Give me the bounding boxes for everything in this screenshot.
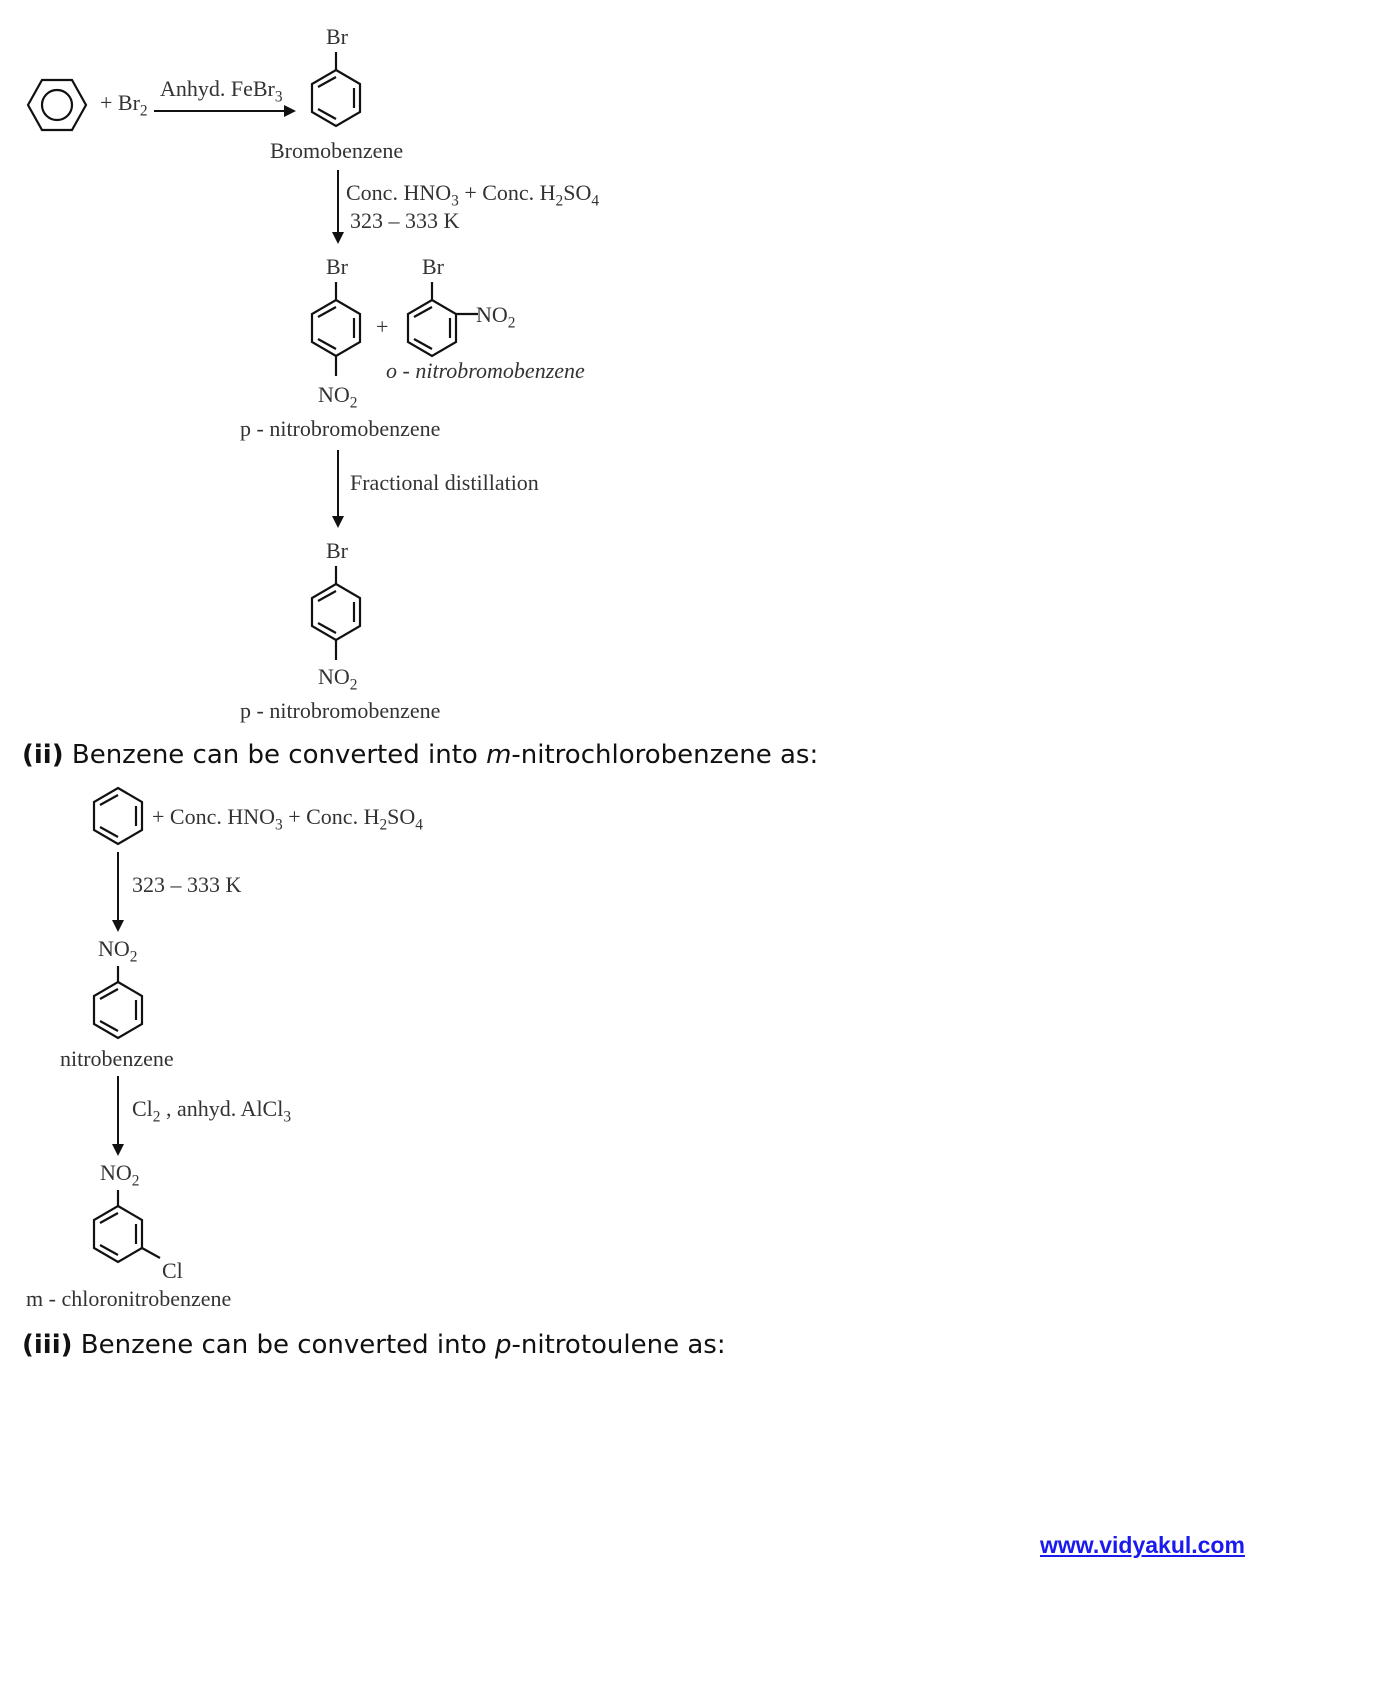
nitration-arrow [337,170,339,242]
benzene-structure [26,78,88,132]
o-nitrobromobenzene-name: o - nitrobromobenzene [386,358,585,383]
section-iii-heading: (iii) Benzene can be converted into p-nitrotoulene as: [22,1330,726,1360]
nitration-arrow-2 [117,852,119,930]
m-chloronitrobenzene-name: m - chloronitrobenzene [26,1286,232,1311]
plus-sign: + [376,314,389,339]
o-nitrobromobenzene-structure [404,282,484,358]
reagent-febr3: Anhyd. FeBr$_3$ [160,76,283,106]
distillation-arrow [337,450,339,526]
nitration-temperature-2: 323 – 333 K [132,872,242,897]
reaction-arrow-1 [154,110,294,112]
no2-final: $NO_2$ [318,664,358,694]
nitration-reagent: Conc. $HNO_3$ + Conc. $H_2SO_4$ [346,180,600,210]
website-link[interactable]: www.vidyakul.com [1040,1532,1245,1558]
m-chloronitrobenzene-structure [90,1190,170,1270]
chlorination-reagents: $Cl_2$ , anhyd. AlCl$_3$ [132,1096,292,1126]
nitration-temperature: 323 – 333 K [350,208,460,233]
br-label-final: Br [326,538,348,563]
section-ii-heading: (ii) Benzene can be converted into m-nitrochlorobenzene as: [22,740,819,770]
final-p-nitrobromobenzene-structure [308,566,364,662]
p-nitrobromobenzene-final-name: p - nitrobromobenzene [240,698,441,723]
p-nitrobromobenzene-name: p - nitrobromobenzene [240,416,441,441]
chlorination-arrow [117,1076,119,1154]
br-label-para: Br [326,254,348,279]
no2-nitrobenzene: $NO_2$ [98,936,138,966]
separation-method: Fractional distillation [350,470,539,495]
p-nitrobromobenzene-structure [308,282,364,378]
no2-ortho: $NO_2$ [476,302,516,332]
no2-para: $NO_2$ [318,382,358,412]
br-label-ortho: Br [422,254,444,279]
no2-m-chloronitrobenzene: $NO_2$ [100,1160,140,1190]
br-label: Br [326,24,348,49]
nitration-reagents-2: + Conc. $HNO_3$ + Conc. $H_2SO_4$ [152,804,423,834]
benzene-structure-2 [90,786,146,846]
nitrobenzene-name: nitrobenzene [60,1046,174,1071]
bromobenzene-name: Bromobenzene [270,138,404,163]
nitrobenzene-structure [90,966,146,1042]
bromobenzene-structure [308,52,364,132]
cl-label: Cl [162,1258,183,1283]
plus-br2: + $Br_2$ [100,90,148,120]
